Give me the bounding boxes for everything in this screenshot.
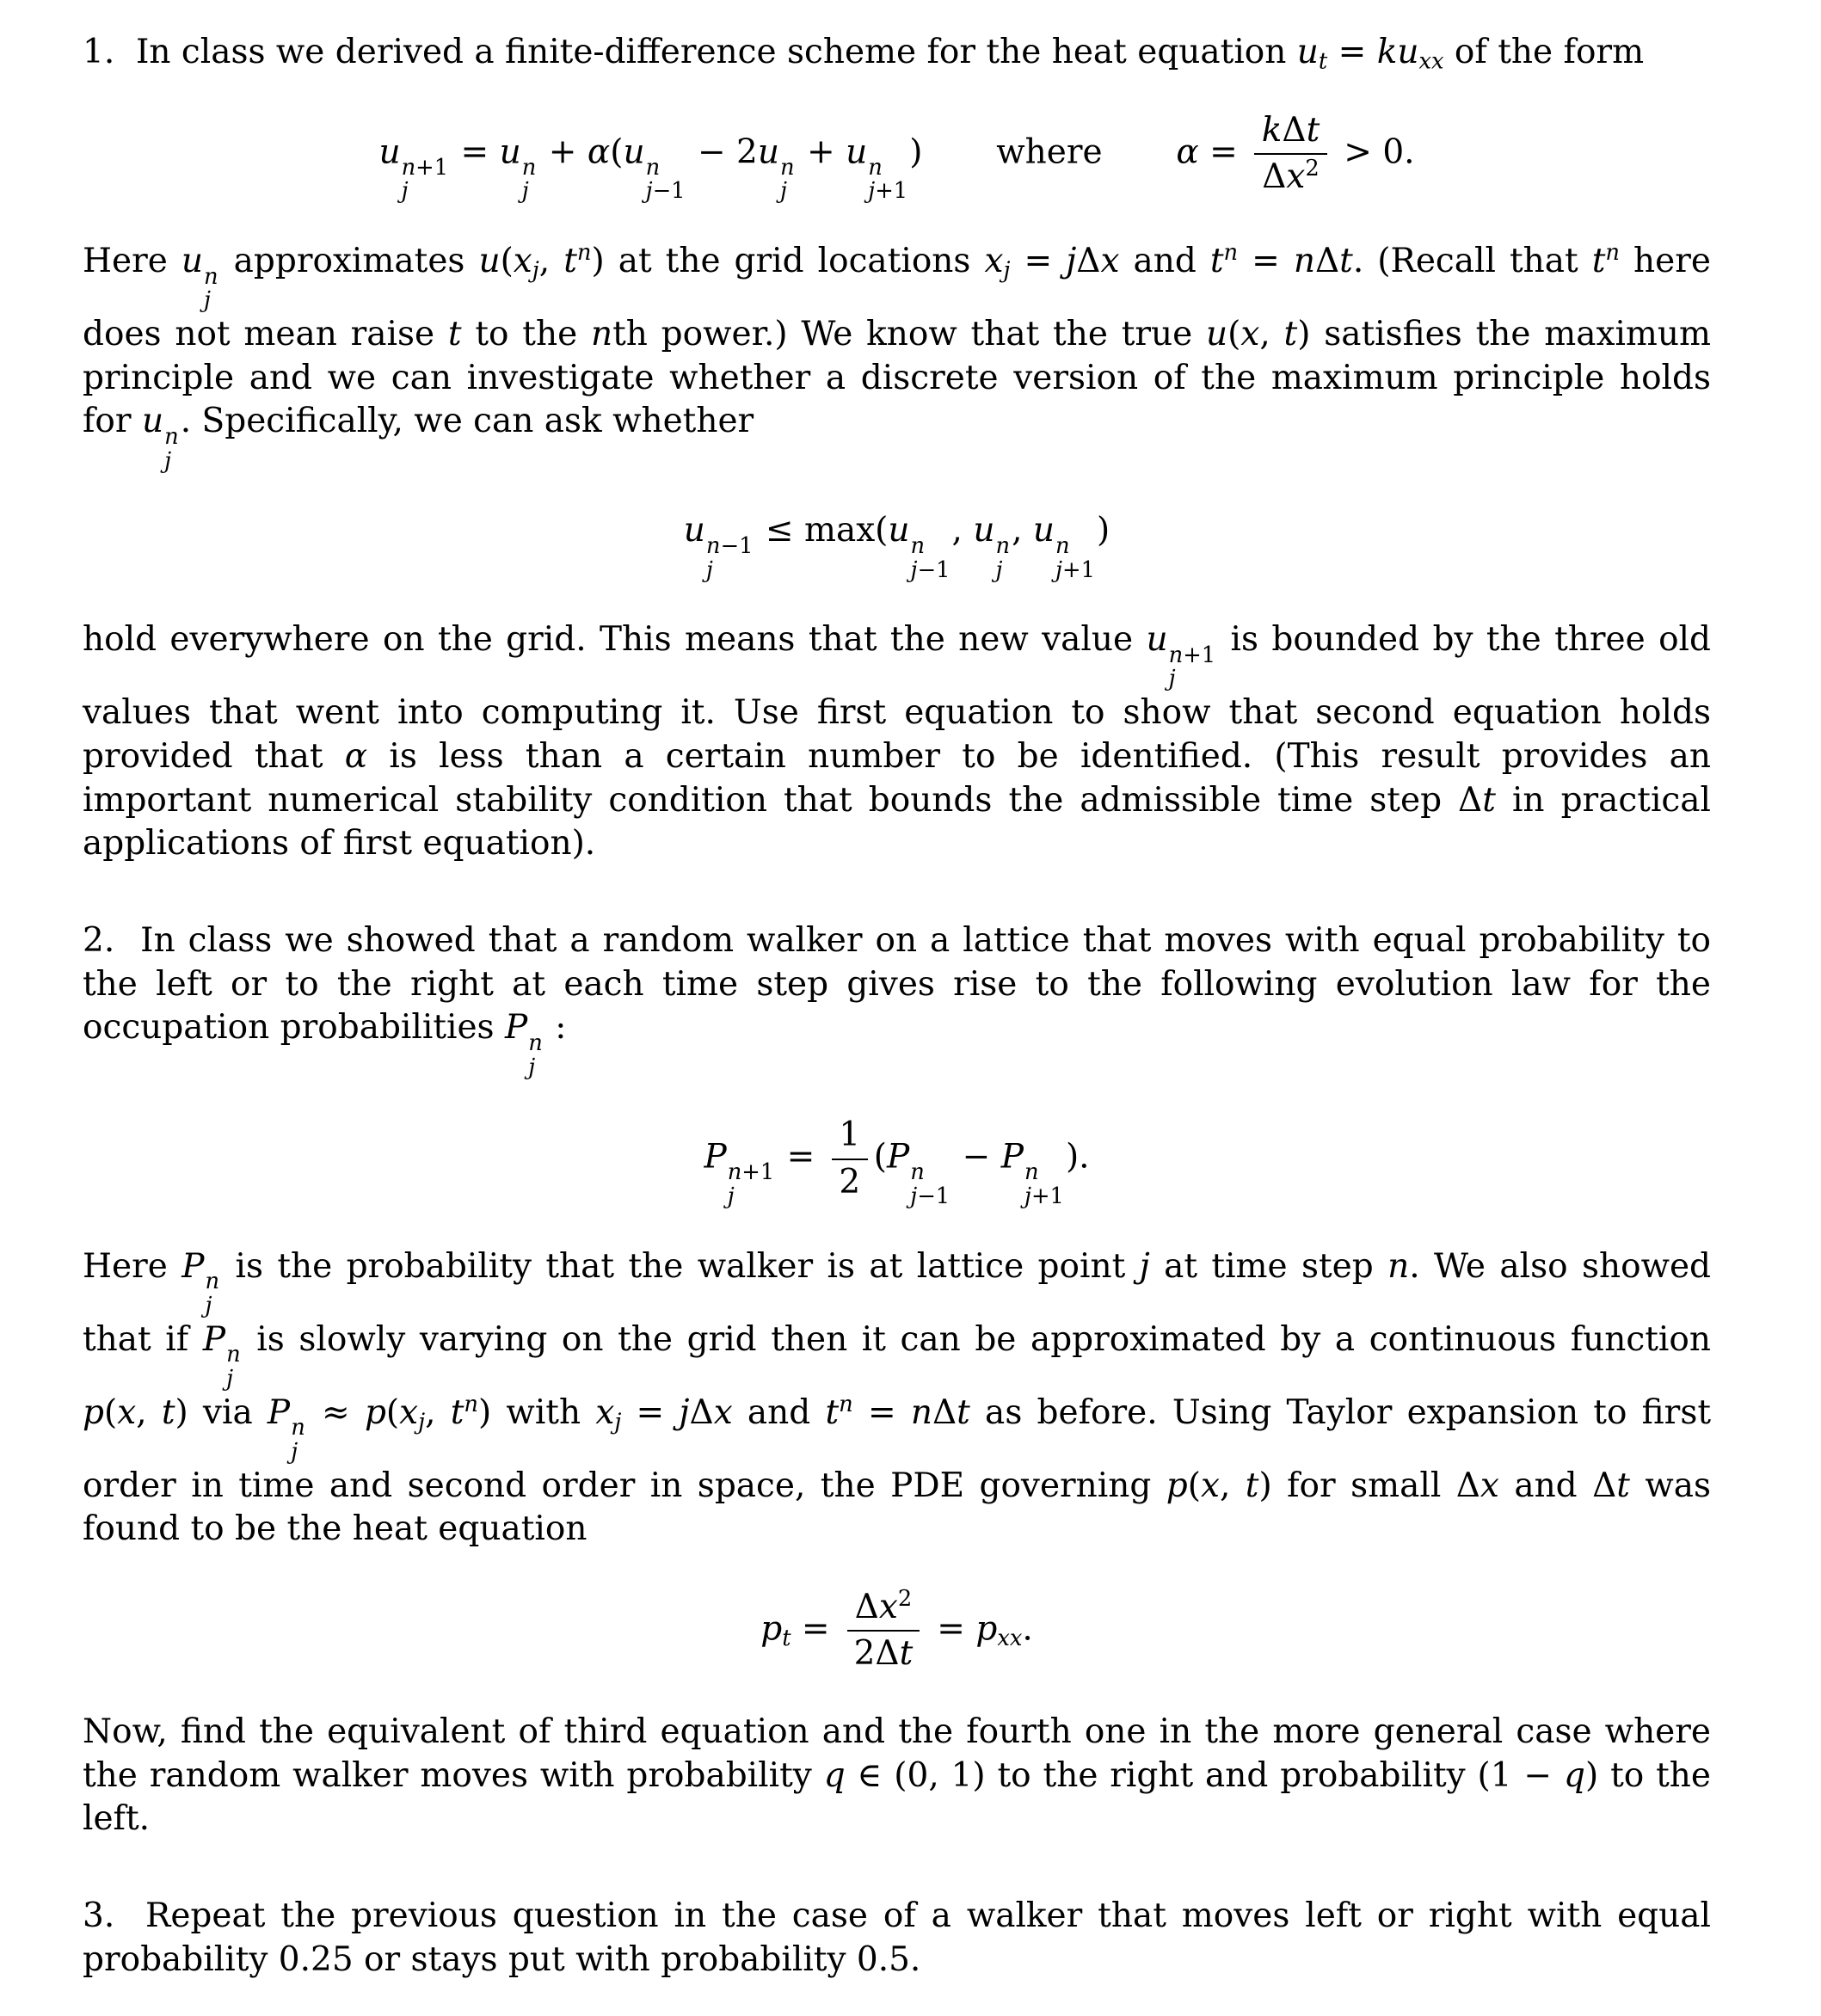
math-subscript bbox=[1419, 48, 1444, 74]
math-variable: j bbox=[1139, 1246, 1150, 1286]
math-variable: P bbox=[1000, 1137, 1024, 1177]
math-variable: n bbox=[1293, 242, 1315, 281]
math-variable: t bbox=[563, 242, 577, 281]
math-stacked-scripts bbox=[528, 1032, 543, 1080]
math-variable: j bbox=[291, 1438, 298, 1465]
math-variable: n bbox=[401, 154, 416, 181]
math-variable: x bbox=[1200, 1466, 1220, 1505]
math-stacked-scripts: n j−1 bbox=[645, 154, 686, 205]
math-variable: n bbox=[839, 1391, 853, 1417]
math-variable: P bbox=[704, 1137, 727, 1177]
math-superscript bbox=[1605, 240, 1620, 266]
math-variable: n bbox=[521, 154, 537, 181]
math-variable: α bbox=[587, 132, 611, 172]
math-subscript bbox=[782, 1626, 791, 1651]
math-variable: j bbox=[401, 178, 409, 205]
math-variable: j bbox=[1066, 242, 1077, 281]
math-variable: P bbox=[202, 1319, 226, 1359]
math-variable: ku bbox=[1376, 33, 1419, 71]
math-variable: t bbox=[161, 1392, 175, 1432]
math-variable: u bbox=[378, 132, 401, 172]
math-variable: j bbox=[532, 257, 539, 284]
math-variable: n bbox=[1024, 1159, 1039, 1186]
math-variable: x bbox=[117, 1392, 137, 1432]
math-stacked-scripts: n j+1 bbox=[1055, 532, 1095, 583]
math-variable: p bbox=[83, 1392, 104, 1432]
math-variable: x bbox=[713, 1392, 733, 1432]
math-subscript bbox=[997, 1626, 1022, 1651]
math-variable: t bbox=[1482, 780, 1496, 820]
math-fraction: $\frac{\Delta x^2}{2\Delta t}$ bbox=[846, 1588, 920, 1675]
math-variable: t bbox=[899, 1634, 914, 1674]
math-variable: j bbox=[1003, 257, 1011, 284]
math-variable: k bbox=[1261, 110, 1283, 150]
math-variable: n bbox=[727, 1159, 742, 1186]
math-variable: n bbox=[868, 154, 883, 181]
math-variable: u bbox=[1206, 315, 1228, 354]
math-variable: n bbox=[590, 315, 613, 354]
math-variable: u bbox=[1296, 33, 1319, 71]
math-variable: j bbox=[868, 178, 876, 205]
math-subscript bbox=[532, 258, 539, 284]
math-variable: n bbox=[995, 532, 1011, 559]
evolution-law-equation: P n+1 j = $\frac{1}{2}$ (P n j−1 − P n j+1 ). bbox=[704, 1116, 1090, 1209]
math-variable: j bbox=[910, 556, 918, 583]
stability-condition-paragraph: hold everywhere on the grid. This means that the new value u n+1 j is bounded by the three old values that went into computing it. Use first equation to show that second equation holds provided that α is less than a certain number to be identified. (This result provides an important numerical stability condition that bounds the admissible time step Δt in practical applications of first equation). bbox=[83, 620, 1711, 864]
math-stacked-scripts bbox=[780, 154, 795, 205]
math-variable: t bbox=[1616, 1466, 1630, 1505]
math-stacked-scripts: n j−1 bbox=[910, 532, 950, 583]
math-stacked-scripts bbox=[205, 1270, 219, 1318]
math-stacked-scripts bbox=[203, 263, 218, 314]
math-variable: u bbox=[141, 402, 164, 441]
math-superscript: 2 bbox=[1305, 155, 1320, 181]
math-stacked-scripts bbox=[995, 532, 1011, 583]
math-variable: j bbox=[910, 1183, 918, 1209]
math-variable: u bbox=[888, 511, 910, 550]
math-variable: t bbox=[1591, 242, 1606, 281]
math-variable: n bbox=[1055, 532, 1070, 559]
math-variable: u bbox=[181, 242, 203, 281]
math-variable: t bbox=[1245, 1466, 1259, 1505]
math-superscript bbox=[1224, 240, 1239, 266]
math-superscript bbox=[839, 1392, 853, 1417]
math-variable: p bbox=[975, 1609, 998, 1649]
math-superscript: 2 bbox=[897, 1585, 913, 1612]
continuum-limit-paragraph: Here P n j is the probability that the walker is at lattice point j at time step n. We also showed that if P n j is slowly varying on the grid then it can be approximated by a continuous function p(x, t) via P n j ≈ $p(x_j$, $t^n$) with $x_j = j\Delta x$ and $t^n = n\Delta t$ as before. Using Taylor expansion to first order in time and second order in space, the PDE governing p(x, t) for small Δx and Δt was found to be the heat equation bbox=[83, 1246, 1712, 1549]
math-stacked-scripts bbox=[291, 1417, 305, 1465]
math-variable: t bbox=[447, 315, 462, 354]
math-variable: n bbox=[528, 1030, 543, 1056]
math-variable: u bbox=[683, 511, 705, 550]
math-variable: P bbox=[504, 1008, 528, 1048]
math-variable: n bbox=[645, 154, 661, 181]
math-stacked-scripts: n+1 j bbox=[1168, 642, 1216, 692]
math-variable: u bbox=[1032, 511, 1055, 550]
problem-3-paragraph: 3. Repeat the previous question in the case of a walker that moves left or right with equal probability 0.25 or stays put with probability 0.5. bbox=[83, 1896, 1711, 1979]
math-variable: j bbox=[780, 178, 787, 205]
math-variable: n bbox=[205, 1269, 220, 1295]
math-variable: x bbox=[399, 1392, 419, 1432]
math-variable: j bbox=[995, 556, 1003, 583]
problem-1-intro-paragraph: 1. In class we derived a finite-difference scheme for the heat equation $u_t = ku_{xx}$ of the form bbox=[83, 33, 1645, 75]
math-variable: t bbox=[1209, 242, 1224, 281]
math-superscript bbox=[577, 240, 592, 266]
math-variable: u bbox=[1146, 620, 1168, 660]
math-variable: j bbox=[418, 1409, 426, 1435]
math-stacked-scripts: n+1 j bbox=[727, 1159, 775, 1209]
math-variable: u bbox=[478, 242, 501, 281]
math-variable: P bbox=[886, 1137, 910, 1177]
math-variable: j bbox=[226, 1365, 234, 1392]
math-variable: j bbox=[614, 1409, 622, 1435]
math-variable: P bbox=[181, 1246, 205, 1286]
math-variable: x bbox=[984, 242, 1004, 281]
math-variable: t bbox=[1306, 110, 1320, 150]
math-variable: P bbox=[267, 1392, 291, 1432]
math-variable: t bbox=[1318, 48, 1328, 75]
math-stacked-scripts: n j+1 bbox=[1024, 1159, 1064, 1209]
math-variable: q bbox=[1564, 1755, 1585, 1795]
math-variable: u bbox=[499, 132, 521, 172]
math-variable: j bbox=[705, 556, 713, 583]
math-variable: xx bbox=[1418, 48, 1444, 75]
math-superscript bbox=[464, 1392, 478, 1417]
discrete-maximum-principle-equation: u n−1 j ≤ max(u n j−1 , u n j , u n j+1 ) bbox=[683, 511, 1110, 583]
math-variable: n bbox=[780, 154, 795, 181]
math-variable: u bbox=[846, 132, 868, 172]
math-variable: u bbox=[973, 511, 995, 550]
math-variable: xx bbox=[997, 1625, 1023, 1651]
math-variable: n bbox=[910, 1159, 925, 1186]
finite-difference-scheme-equation: u n+1 j = u n j + α(u n j−1 − 2u n j + u n j+1 ) where α = $\frac{\text{kΔt}}{\Delta x^2}$ > 0. bbox=[378, 110, 1415, 205]
math-variable: p bbox=[1166, 1466, 1188, 1505]
math-fraction: $\frac{1}{2}$ bbox=[832, 1116, 868, 1202]
math-stacked-scripts bbox=[164, 423, 179, 474]
math-variable: j bbox=[164, 447, 172, 474]
heat-equation-display: $p_t$ = $\frac{\Delta x^2}{2\Delta t}$ = $p_{xx}$. bbox=[760, 1585, 1033, 1674]
math-variable: j bbox=[205, 1292, 212, 1318]
math-variable: α bbox=[344, 736, 368, 776]
math-variable: j bbox=[528, 1054, 536, 1080]
math-stacked-scripts: n+1 j bbox=[401, 154, 449, 205]
general-case-paragraph: Now, find the equivalent of third equation and the fourth one in the more general case where the random walker moves with probability q ∈ (0, 1) to the right and probability (1 − q) to the left. bbox=[83, 1712, 1711, 1839]
math-variable: n bbox=[1168, 642, 1184, 668]
math-variable: u bbox=[757, 132, 779, 172]
math-subscript bbox=[418, 1409, 425, 1435]
math-variable: t bbox=[782, 1625, 791, 1651]
math-variable: n bbox=[1387, 1246, 1410, 1286]
math-subscript bbox=[614, 1409, 621, 1435]
math-variable: t bbox=[1283, 315, 1298, 354]
math-variable: j bbox=[727, 1183, 735, 1209]
math-stacked-scripts bbox=[226, 1343, 241, 1392]
grid-approximation-paragraph: Here u n j approximates $u(x_j$, $t^n$) at the grid locations $x_j = j\Delta x$ and $t^n = n\Delta t$. (Recall that $t^n$ here does not mean raise t to the nth power.) We know that the true u(x, t) satisfies the maximum principle and we can investigate whether a discrete version of the maximum principle holds for u n j . Specifically, we can ask whether bbox=[83, 239, 1712, 474]
math-variable: x bbox=[595, 1392, 615, 1432]
math-variable: j bbox=[1168, 666, 1176, 692]
math-variable: t bbox=[1339, 242, 1353, 281]
math-variable: t bbox=[957, 1392, 970, 1432]
math-variable: x bbox=[1480, 1466, 1499, 1505]
math-variable: x bbox=[513, 242, 532, 281]
math-subscript bbox=[1003, 258, 1010, 284]
math-variable: j bbox=[1055, 556, 1062, 583]
math-variable: n bbox=[705, 532, 721, 559]
math-stacked-scripts: n−1 j bbox=[705, 532, 754, 583]
math-variable: n bbox=[226, 1342, 241, 1368]
math-variable: j bbox=[679, 1392, 690, 1432]
math-variable: n bbox=[910, 1392, 932, 1432]
math-variable: x bbox=[878, 1587, 898, 1626]
problem-2-intro-paragraph: 2. In class we showed that a random walker on a lattice that moves with equal probability to the left or to the right at each time step gives rise to the following evolution law for the occupation probabilities P n j : bbox=[83, 921, 1711, 1080]
math-variable: u bbox=[623, 132, 645, 172]
math-variable: j bbox=[1024, 1183, 1031, 1209]
math-variable: n bbox=[164, 423, 179, 450]
math-subscript bbox=[1319, 48, 1327, 74]
math-variable: q bbox=[823, 1755, 846, 1795]
math-variable: n bbox=[910, 532, 926, 559]
math-variable: α bbox=[1176, 132, 1199, 172]
math-variable: n bbox=[464, 1391, 478, 1417]
math-variable: j bbox=[645, 178, 653, 205]
math-variable: n bbox=[576, 239, 592, 266]
math-variable: x bbox=[1240, 315, 1260, 354]
math-variable: p bbox=[760, 1609, 783, 1649]
math-variable: t bbox=[450, 1392, 464, 1432]
math-variable: x bbox=[1100, 242, 1120, 281]
math-variable: n bbox=[1223, 239, 1239, 266]
math-variable: n bbox=[291, 1415, 305, 1441]
math-variable: n bbox=[1605, 239, 1620, 266]
math-stacked-scripts: n j−1 bbox=[910, 1159, 950, 1209]
math-variable: j bbox=[521, 178, 529, 205]
math-variable: x bbox=[1286, 157, 1306, 196]
math-variable: n bbox=[203, 263, 218, 290]
math-fraction: $\frac{\text{kΔt}}{\Delta x^2}$ bbox=[1254, 111, 1327, 198]
math-stacked-scripts bbox=[521, 154, 537, 205]
math-stacked-scripts: n j+1 bbox=[868, 154, 908, 205]
math-variable: j bbox=[203, 287, 211, 314]
math-variable: p bbox=[364, 1392, 386, 1432]
math-variable: t bbox=[825, 1392, 840, 1432]
